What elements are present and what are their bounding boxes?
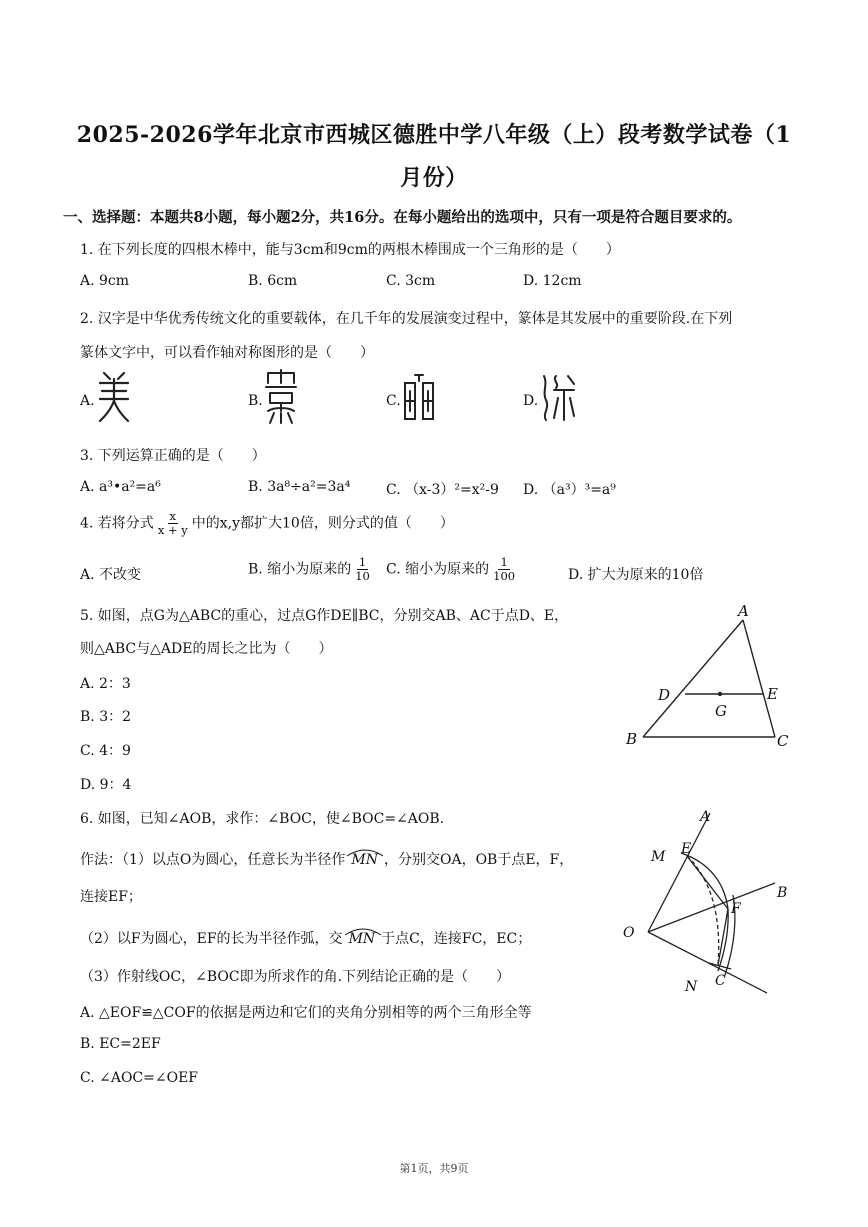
q2-text-line2: 篆体文字中，可以看作轴对称图形的是（ ） (80, 345, 374, 361)
q6-segment-ef (687, 856, 728, 909)
q6-ray-ob (648, 883, 775, 932)
q2-option-d: D. (523, 393, 539, 409)
q5-label-e: E (767, 685, 778, 703)
q6-arc-mn-label-2: MN (348, 931, 376, 947)
q6-option-b: B. EC=2EF (80, 1036, 161, 1052)
q5-option-c: C. 4：9 (80, 743, 131, 759)
q6-line4-pre: （2）以F为圆心，EF的长为半径作弧，交 (80, 931, 343, 947)
q6-arc-mn (681, 853, 728, 971)
q6-line2-post: ，分别交OA，OB于点E，F， (383, 852, 574, 868)
q4-option-b-denominator: 10 (355, 569, 370, 583)
q4-text (80, 510, 454, 537)
q4-option-c-numerator: 1 (500, 555, 508, 569)
q2-option-a: A. (80, 393, 95, 409)
q6-label-o: O (623, 925, 635, 941)
q6-option-a: A. △EOF≌△COF的依据是两边和它们的夹角分别相等的两个三角形全等 (80, 1005, 532, 1021)
q6-option-c: C. ∠AOC=∠OEF (80, 1070, 199, 1086)
q5-triangle-figure (610, 600, 810, 750)
q4-option-a: A. 不改变 (80, 567, 142, 583)
q6-angle-construction-figure (615, 805, 805, 1005)
q3-text: 3. 下列运算正确的是（ ） (80, 448, 266, 464)
seal-character-c-image (401, 371, 437, 423)
q1-option-a: A. 9cm (80, 273, 130, 289)
q3-option-b: B. 3a⁸÷a²=3a⁴ (248, 479, 351, 495)
q5-label-d: D (658, 686, 671, 704)
q6-label-b: B (777, 885, 788, 901)
q4-option-c-fraction (491, 556, 517, 583)
q6-line2-pre: 作法：（1）以点O为圆心，任意长为半径作 (80, 852, 346, 868)
q2-option-c: C. (386, 393, 401, 409)
page-footer: 第1页，共9页 (399, 1162, 469, 1175)
q4-fraction-numerator: x (169, 509, 177, 523)
q5-label-g: G (715, 702, 727, 720)
seal-character-a-image (96, 369, 132, 425)
q6-label-n: N (685, 979, 698, 995)
q4-option-b (248, 556, 374, 583)
exam-title-line2: 月份） (400, 165, 468, 191)
q6-line4-post: 于点C，连接FC，EC； (381, 931, 532, 947)
exam-title-line1: 2025-2026学年北京市西城区德胜中学八年级（上）段考数学试卷（1 (76, 122, 792, 148)
q3-option-d: D. （a³）³=a⁹ (523, 482, 616, 498)
q4-text-post: 中的x,y都扩大10倍，则分式的值（ ） (191, 515, 454, 532)
q1-option-b: B. 6cm (248, 273, 298, 289)
q5-point-g (718, 692, 722, 696)
q1-text: 1. 在下列长度的四根木棒中，能与3cm和9cm的两根木棒围成一个三角形的是（ ） (80, 242, 620, 258)
q6-label-a: A (700, 809, 711, 825)
q5-label-b: B (626, 730, 638, 748)
q4-text-pre: 4. 若将分式 (80, 515, 154, 532)
q5-text-line2: 则△ABC与△ADE的周长之比为（ ） (80, 641, 333, 657)
q4-fraction-denominator: x + y (157, 523, 188, 537)
section-heading: 一、选择题：本题共8小题，每小题2分，共16分。在每小题给出的选项中，只有一项是符合题目要求的。 (63, 209, 742, 226)
q5-segment-ab (643, 620, 743, 737)
q3-option-c: C. （x-3）²=x²-9 (386, 482, 499, 498)
seal-character-b-image (262, 367, 300, 427)
q5-label-a: A (738, 602, 749, 620)
q5-option-a: A. 2：3 (80, 676, 131, 692)
q1-option-d: D. 12cm (523, 273, 582, 289)
q6-text-line4 (80, 928, 531, 948)
q2-option-b: B. (248, 393, 263, 409)
q6-arc-mn-label: MN (351, 852, 378, 868)
q4-option-c (386, 556, 519, 583)
q5-option-d: D. 9：4 (80, 777, 132, 793)
q4-option-b-fraction (353, 556, 372, 583)
q4-option-b-text: B. 缩小为原来的 (248, 561, 352, 578)
q5-option-b: B. 3：2 (80, 709, 132, 725)
q4-option-c-text: C. 缩小为原来的 (386, 561, 490, 578)
q6-ray-oc (648, 932, 767, 993)
q4-option-b-numerator: 1 (358, 555, 367, 569)
q4-option-d: D. 扩大为原来的10倍 (568, 567, 704, 583)
q6-arc-mn-symbol-2 (343, 931, 382, 947)
q6-text-line2 (80, 849, 573, 869)
q5-text-line1: 5. 如图，点G为△ABC的重心，过点G作DE∥BC，分别交AB、AC于点D、E， (80, 608, 569, 624)
q5-label-c: C (777, 732, 789, 750)
q5-segment-ac (743, 620, 775, 737)
q6-text-line5: （3）作射线OC，∠BOC即为所求作的角.下列结论正确的是（ ） (80, 969, 511, 985)
seal-character-d-image (538, 370, 578, 424)
q4-fraction (156, 510, 190, 537)
q6-text-line1: 6. 如图，已知∠AOB，求作：∠BOC，使∠BOC=∠AOB. (80, 811, 445, 827)
q6-label-e: E (681, 841, 692, 857)
q4-option-c-denominator: 100 (493, 569, 516, 583)
q2-text-line1: 2. 汉字是中华优秀传统文化的重要载体，在几千年的发展演变过程中，篆体是其发展中的重要阶段.在下列 (80, 311, 733, 327)
q6-label-f: F (731, 901, 741, 917)
q6-arc-mn-symbol (345, 852, 384, 868)
q6-text-line3: 连接EF； (80, 889, 142, 905)
q6-label-m: M (651, 849, 666, 865)
q1-option-c: C. 3cm (386, 273, 436, 289)
q6-label-c: C (715, 973, 726, 989)
q3-option-a: A. a³•a²=a⁶ (80, 479, 161, 495)
